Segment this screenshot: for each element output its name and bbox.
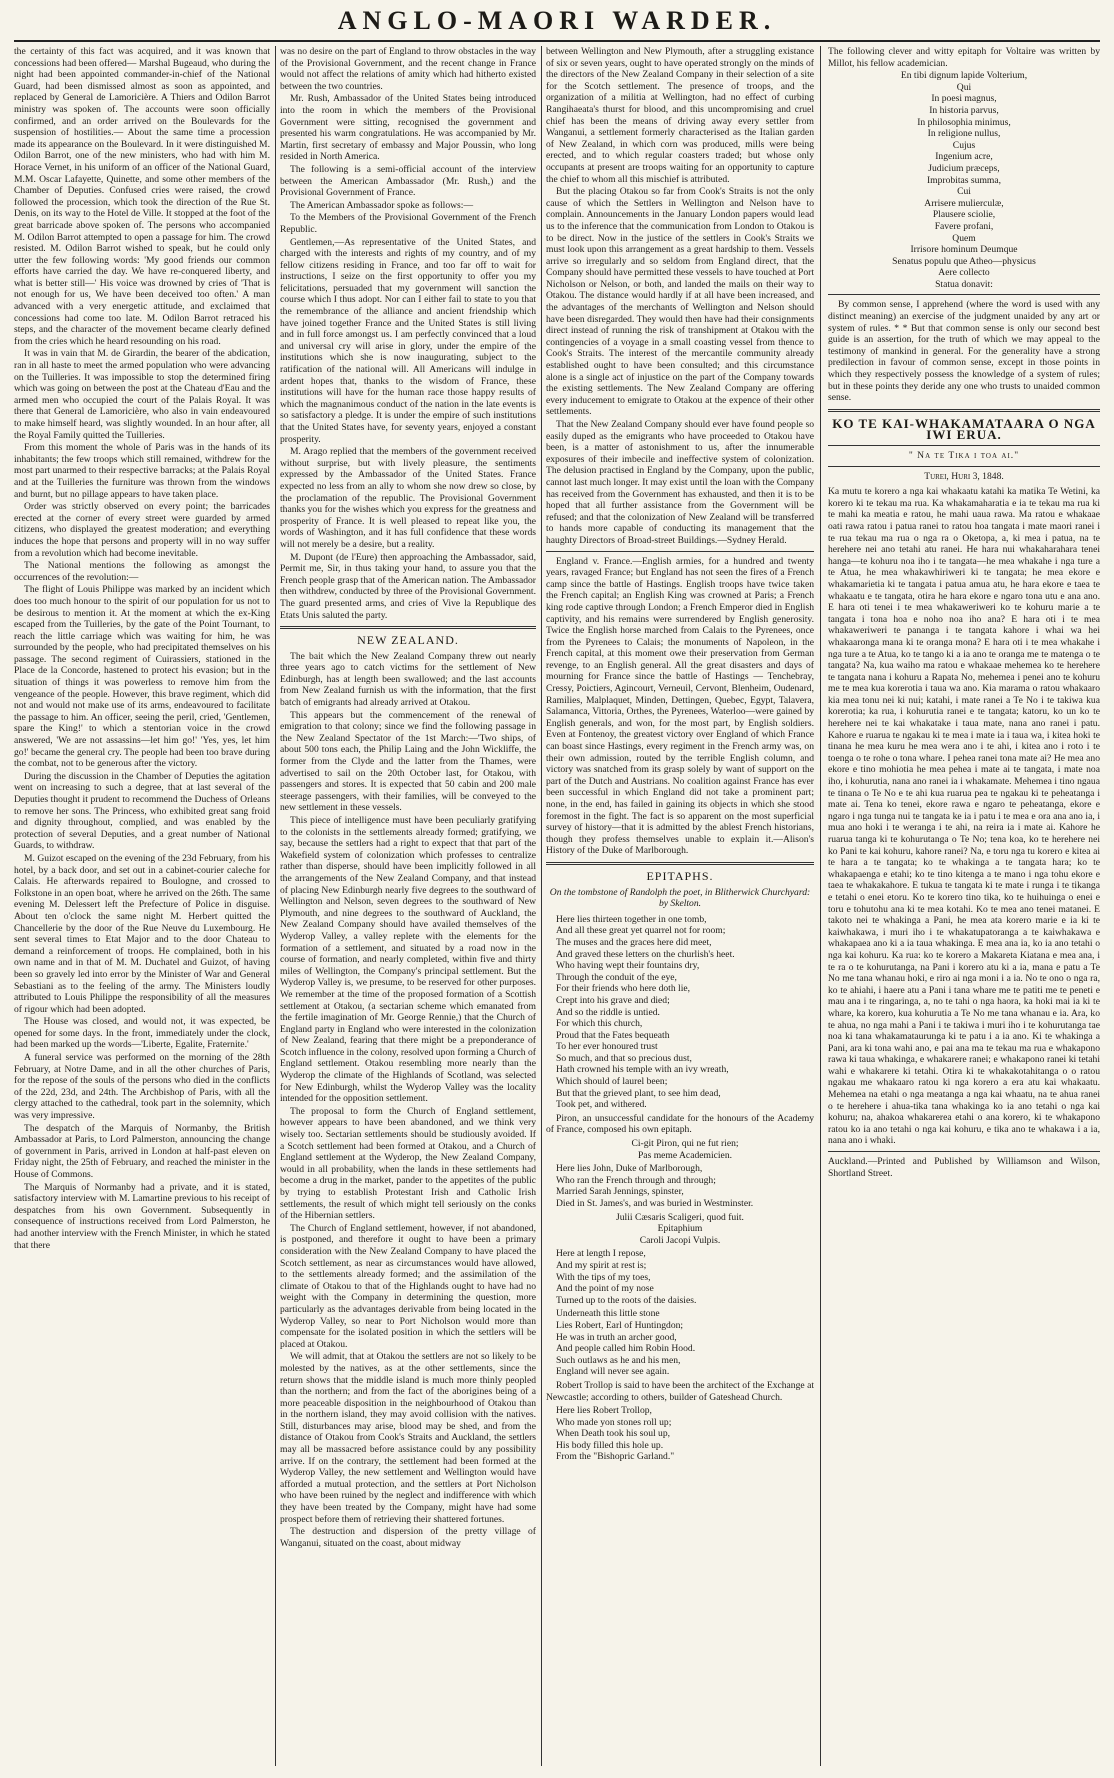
article-paragraph: Gentlemen,—As representative of the United States, and charged with the interests and rights of my country, and of my fellow citizens residing in France, and too far off to wait for instructions, I seize on the first opportunity to offer you my felicitations, persuaded that my government will sanction the course which I thus adopt. Nor can I either fail to state to you that the remembrance of the alliance and ancient friendship which have joined together France and the United States is still living and in full force amongst us. I am perfectly convinced that a loud and universal cry will arise in glory, under the empire of the institutions which she is now inaugurating, subject to the ratification of the national will. All Americans will indulge in ardent hopes that, thanks to the wisdom of France, these institutions will have for the human race those happy results of which the magnanimous conduct of the nation in the late events is so satisfactory a pledge. It is under the empire of such institutions that the United States have, for seventy years, enjoyed a constant prosperity. [280,236,536,445]
article-paragraph: The American Ambassador spoke as follows:— [290,199,474,211]
article-paragraph: The Church of England settlement, however, if not abandoned, is postponed, and therefore it ought to have been a primary consideration with the New Zealand Company to have placed the Scotch settlement, as near as circumstances would have allowed, to the settlements already formed; and the assimilation of the climate of Otakou to that of the Highlands ought to have had no weight with the Company in determining the question, more particularly as the advantages derivable from being located in the Wyderop Valley, so near to Port Nicholson would more than compensate for the isolated position in which the settlers will be placed at Otakou. [280,1222,536,1350]
poem-line: With the tips of my toes, [556,1271,651,1283]
section-rule [828,409,1100,412]
section-rule [828,445,1100,446]
article-paragraph: Ka mutu te korero a nga kai whakaatu katahi ka matika Te Wetini, ka korero ki te tekau ma rua. Ka whakamaharatia e ia te tekau ma rua ki te mahi ka meatia e ratou, he mahi uaua rawa. Ma ratou e whakaae oati rawa ratou i patua ranei to ratou hoa tangata i mate maori ranei i te rua tekau ma rua o nga ra o Oketopa, a, ki mea i patua, na te herehere nei ano tetahi atu ranei. He hara nui whakaharahara tenei hanga—te kohuru noa iho i te tangata—he mea whakahe i nga ture a te Atua, he mea whakawhiriweri ki te tangata; he mea ekore e whakamarietia ki te tangata i patua amua atu, he hara ekore e taea te whakaatu e te tangata, otira he hara ekore e ngaro tona utu e ana ano. E hara oti tenei i te mea whakaweriweri ko te kohuru marie a te tangata i tona hoa e noho noa iho ana? E hara oti i te mea whakaweriweri te pananga i te tangata kahore i whai wa hei whakaaronga mana ki te oranga mona? E hara oti i te mea whakahe i nga ture a te Atua, ko te tango ki a ia ano te oranga me te matenga o te tangata? Na, kua waiho ma ratou e whakaae mehemea ko te herehere te tangata nana i kohuru a Rapata No, mehemea i penei ano te kohuru me te mea kua korerotia i taua wa ano. Kia marama o ratou whakaaro kia mea tonu nei ki nui; katahi, i mate ranei a Te No i te takiwa kua korerotia; ka rua, i kohurutia ranei e te tangata; katoru, ko un ko te herehere nei te kai whakatake i taua mate, nana ano ranei i patu. Kahore e ruarua te ngakau ki te mea i mate ia i taua wa, i kitea hoki te tinana he mea kuru he mea wera ano i te ahi, i kitea ano i roto i te toenga o te rohe o tona whare. I pehea ranei tona mate ai? He mea ano ekore e tino mohiotia he mea pehea i mate ai te tangata, i mate noa iho, i kohurutia, nana ano ranei ia i whakamate. Mehemea i tino ngaua te tinana o Te No e te ahi kua ruarua pea te ngakau ki te peheatanga i mate ai. Tena ko tenei, ekore rawa e ngaro te peheatanga, ekore e ngaro i nga tunga nui te tangata ke ia i patu i te mea e ora ana ano ia, i mua ano hoki i te weranga i te ahi, na reira ia i mate ai. Kahore he ruarua tanga ki te kohurutanga o Te No; tena koa, ko te herehere nei ko Pani te kai kohuru, kahore ranei? Na, e toru nga tu korero e kitea ai te hara a te tangata; ko te whakinga a te tangata hara; ko te whakapaenga e etahi; ko te tino kitenga a te mano i nga tohu ekore e taea te whakakahore. E tukua te tangata ki te mate i runga i te tikanga e tetahi o enei etoru. Ko te korero tino tika, ko te huihuinga o enei e toru e tohutohu ana ki te mea kotahi. Ko te mea ano tenei matanei. E takoto nei te whakinga a Pani, he mea ata korero marie e ia ki te kaiwhakawa, i muri iho i te whakatupatoranga a te kaiwhakawa e whakapaea ano ki a ia taua whakinga. E mea ana ia, ko ia ano tetahi o nga kai kohuru. Ka rua: ko te korero a Makareta Kiatana e mea ana, i te ra o te kohurutanga, na Pani i korero atu ki a ia, mana e patu a Te No me tana whanau hoki, e riro ai nga moni i a ia. No te ono o nga ra, ko te ahiahi, i haere atu a Pani i tana whare me te patiti me te peneti e mau ana i te ringaringa, a, no te tahi o nga haora, ka hoki mai ia ki te whare, ka korero, kua kohurutia a Te No me tana whanau e ia. Ara, ko te ahua, no nga mahi a Pani i te takiwa i muri iho i te kohurutanga tae noa ki tana whakamataurunga ki te patu i a ia ano. Ki te whakinga a Pani, ara ki tona wahi ano, e pai ana ma te tekau ma rua e whakapono rawa ki taua whakinga, e whakarere ranei; e whakapono ranei ki tetahi wahi e whakarere ki tetahi. Otira ki te whakakotahitanga o o ratou ngakau me whakaaro ratou ki nga korero a era atu kai whakaatu. Mehemea na etahi o nga meatanga a nga kai whaatu, na te ahua ranei o te herehere i ahua-tika tana whakinga ko ia ano tetahi o nga kai kohuru; na, ahakoa whakarerea etahi o ana korero, ki te whakapono ratou ko ia ano tetahi o nga kai kohuru, e tika ano te whakawa i a ia, nana ano i whaki. [828,486,1100,1147]
poem-line: Who having wept their fountains dry, [556,960,700,972]
article-paragraph: The bait which the New Zealand Company threw out nearly three years ago to catch victims for the settlement of New Edinburgh, has at length been swallowed; and the last accounts from New Zealand furnish us with the information, that the first batch of emigrants had already arrived at Otakou. [280,650,536,709]
epitaph-poem [546,1308,814,1378]
poem-line: In religione nullus, [927,128,1001,140]
poem-line: Underneath this little stone [556,1308,660,1320]
article-paragraph: The National mentions the following as amongst the occurrences of the revolution:— [14,560,270,583]
epitaph-title: Epitaphium [657,1223,703,1235]
poem-line: And my spirit at rest is; [556,1259,647,1271]
poem-line: Improbitas summa, [926,174,1002,186]
poem-line: Through the conduit of the eye, [556,971,677,983]
article-paragraph: The following clever and witty epitaph for Voltaire was written by Millot, his fellow academician. [828,46,1100,69]
epitaph-poem [546,1163,814,1209]
column-2 [280,46,536,1766]
poem-line: Took pet, and withered. [556,1099,647,1111]
article-paragraph: During the discussion in the Chamber of Deputies the agitation went on increasing to such a degree, that at last several of the Deputies thought it prudent to recommend the Duchess of Orleans to remove her sons. The Princess, who exhibited great sang froid and dignity throughout, complied, and was enabled by the protection of several Deputies, and a great number of National Guards, to withdraw. [14,770,270,852]
column-divider [820,46,821,1766]
epitaph-line: Julii Cæsaris Scaligeri, quod fuit. [616,1211,744,1223]
article-paragraph: That the New Zealand Company should ever have found people so easily duped as the emigrants who have proceeded to Otakou have been, is a matter of astonishment to us, after the innumerable exposures of their imbecile and ineffective system of colonization. The delusion practised in England by the Company, upon the public, cannot last much longer. It may exist until the loan with the Company has received from the Government has exhausted, and then it is to be hoped that all further assistance from the Government will be refused; and that the colonization of New Zealand will be transferred to hands more capable of conducting its management that the haughty Directors of Broad-street Buildings.—Sydney Herald. [546,419,814,546]
article-paragraph: M. Guizot escaped on the evening of the 23d February, from his hotel, by a back door, and set out in a cabinet-courier caleche for Calais. He afterwards repaired to Boulogne, and crossed to Folkstone in an open boat, where he arrived on the 26th. The same evening M. Delessert left the Prefecture of Police in disguise. About ten o'clock the same night M. Herbert quitted the Chancellerie by the door of the Rue Neuve du Luxembourg. He sent several times to Etat Major and to the door Chateau to demand a reinforcement of troops. He complained, both in his own name and in that of M. M. Duchatel and Guizot, of having been so gravely led into error by the Minister of War and General Sebastiani as to the feeling of the army. The Ministers loudly attributed to Louis Philippe the responsibility of all the measures of rigour which had been adopted. [14,852,270,1015]
section-rule [546,551,814,552]
epitaph-poem [546,1138,814,1161]
epitaph-poem [546,1405,814,1463]
article-paragraph: The flight of Louis Philippe was marked by an incident which does too much honour to the spirit of our population for us not to be desirous to mention it. At the moment at which the ex-King escaped from the Tuilleries, by the gate of the Point Tournant, to reach the little carriage which was waiting for him, he was surrounded by the people, who had precipitated themselves on his passage. The second regiment of Cuirassiers, stationed in the Place de la Concorde, hastened to protect his evasion; but in the situation of things it was powerless to remove him from the vengeance of the people. However, this brave regiment, which did not and would not make use of its arms, endeavoured to facilitate the passage to him. An officer, seeing the peril, cried, 'Gentlemen, spare the King!' to which a stentorian voice in the crowd answered, 'We are not assassins—let him go!' 'Yes, yes, let him go!' became the general cry. The people had been too brave during the combat, not to be generous after the victory. [14,584,270,770]
poem-line: When Death took his soul up, [556,1428,671,1440]
poem-line: And graved these letters on the churlish's heet. [556,948,735,960]
article-paragraph: This piece of intelligence must have been peculiarly gratifying to the colonists in the settlements already formed; gratifying, we say, because the settlers had a right to expect that that part of the Wakefield system of colonization which professes to centralize rather than disperse, should have been implicitly followed in all the arrangements of the New Zealand Company, and that instead of placing New Edinburgh nearly five degrees to the southward of Wellington and Nelson, seven degrees to the southward of New Plymouth, and nine degrees to the southward of Auckland, the New Zealand Company should have availed themselves of the Wyderop Valley, a valley replete with the elements for the formation of a settlement, and situated by a road now in the course of formation, and nearly completed, within five and thirty miles of Wellington, the Company's principal settlement. But the Wyderop Valley is, we presume, to be reserved for other purposes. We remember at the time of the proposed formation of a Scottish settlement at Otakou, (a sectarian scheme which emanated from the fertile imagination of Mr. George Rennie,) that the Church of England party in England who were interested in the colonization of New Zealand, fearing that there might be a preponderance of Scotch influence in the colony, resolved upon forming a Church of England settlement. Otakou resembling more nearly than the Wyderop the climate of the Highlands of Scotland, was selected for New Edinburgh, whilst the Wyderop Valley was the locality intended for the opposition settlement. [280,815,536,1105]
poem-line: Here at length I repose, [556,1248,646,1260]
issue-date: Turei, Huri 3, 1848. [924,470,1004,482]
column-divider [275,46,276,1766]
article-paragraph: A funeral service was performed on the morning of the 28th February, at Notre Dame, and in all the other churches of Paris, for the repose of the souls of the persons who died in the conflicts of the 22d, 23d, and 24th. The Archbishop of Paris, with all the clergy attached to the cathedral, took part in the solemnity, which was very impressive. [14,1052,270,1122]
poem-line: Who made yon stones roll up; [556,1416,672,1428]
article-paragraph: The proposal to form the Church of England settlement, however appears to have been abandoned, and we think very wisely too. Sectarian settlements should be studiously avoided. If a Scotch settlement had been formed at Otakou, and a Church of England settlement at the Wyderop, the New Zealand Company, would in all probability, when the lands in these settlements had become a drug in the market, pander to the appetites of the public by trying to establish Protestant Irish and Catholic Irish settlements, the result of which might tell seriously on the conks of the Hibernian settlers. [280,1105,536,1222]
article-paragraph: M. Arago replied that the members of the government received without surprise, but with lively pleasure, the sentiments expressed by the Ambassador of the United States. France expected no less from an ally to whom she now drew so close, by the proclamation of the republic. The Provisional Government thanks you for the wishes which you express for the greatness and prosperity of France. It is well pleased to repeat like you, the words of Washington, and it has full confidence that these words will not merely be a desire, but a reality. [280,446,536,550]
maori-motto: " Na te Tika i toa ai." [908,450,1020,461]
poem-line: For their friends who here doth lie, [556,983,691,995]
poem-line: Crept into his grave and died; [556,994,670,1006]
poem-line: In philosophia minimus, [917,116,1011,128]
poem-line: In historia parvus, [929,104,999,116]
poem-line: Senatus populu que Atheo—physicus [892,255,1036,267]
article-paragraph: Mr. Rush, Ambassador of the United States being introduced into the room in which the members of the Provisional Government were sitting, recognised the government and presented his warm congratulations. He was accompanied by Mr. Martin, first secretary of embassy and Major Poussin, who long resided in North America. [280,93,536,163]
poem-line: Aere collecto [938,267,990,279]
maori-section-heading: KO TE KAI-WHAKAMATAARA O NGA IWI ERUA. [832,415,1096,443]
article-paragraph: the certainty of this fact was acquired, and it was known that concessions had been offered— Marshal Bugeaud, who during the night had been appointed commander-in-chief of the National Guard, had been dismissed almost as soon as appointed, and replaced by General de Lamoricière. A Thiers and Odilon Barrot ministry was spoken of. The accounts were soon officially confirmed, and an order arrived on the Boulevards for the suspension of hostilities.— About the same time a procession made its appearance on the Boulevard. In it were distinguished M. Odilon Barrot, one of the new ministers, who had with him M. Horace Vernet, in his uniform of an officer of the National Guard, M.M. Oscar Lafayette, Quinette, and some other members of the Chamber of Deputies. Confused cries were raised, the crowd followed the procession, which took the direction of the Rue St. Denis, on its way to the Hotel de Ville. It stopped at the foot of the great barricade above spoken of. The persons who accompanied M. Odilon Barrot attempted to open a passage for him. The crowd resisted. M. Odilon Barrot wished to speak, but he could only utter the few following words: 'My good friends our common efforts have carried the day. We have re-conquered liberty, and what is better still—' His voice was drowned by cries of 'That is not enough for us, We have been deceived too often.' A man advanced with a very energetic attitude, and exclaimed that concessions had come too late. M. Odilon Barrot retraced his steps, and the character of the movement became clearly defined from the cries which he heard resounding on his road. [14,46,270,347]
poem-line: Pas meme Academicien. [637,1149,733,1161]
epitaph-title: On the tombstone of Randolph the poet, in Blitherwick Churchyard: by Skelton. [549,886,811,910]
imprint: Auckland.—Printed and Published by Williamson and Wilson, Shortland Street. [828,1156,1100,1179]
poem-line: And the point of my nose [556,1283,654,1295]
article-paragraph: The following is a semi-official account of the interview between the American Ambassador (Mr. Rush,) and the Provisional Government of France. [280,163,536,199]
epitaph-subtitle: Caroli Jacopi Vulpis. [639,1234,721,1246]
poem-line: Favere profani, [934,220,994,232]
poem-line: Such outlaws as he and his men, [556,1354,681,1366]
column-4 [828,46,1100,1766]
poem-line: Who ran the French through and through; [556,1174,716,1186]
article-paragraph: M. Dupont (de l'Eure) then approaching the Ambassador, said, Permit me, Sir, in thus taking your hand, to assure you that the French people grasp that of the American nation. The Ambassador then withdrew, conducted by three of the Provisional Government. The guard presented arms, and cries of Vive la Republique des Etats Unis saluted the party. [280,551,536,621]
article-paragraph: The despatch of the Marquis of Normanby, the British Ambassador at Paris, to Lord Palmerston, announcing the change of government in Paris, arrived in London at half-past eleven on Friday night, the 25th of February, and reached the minister in the House of Commons. [14,1122,270,1180]
poem-line: Cujus [952,139,976,151]
poem-line: Ingenium acre, [935,151,993,163]
article-paragraph: By common sense, I apprehend (where the word is used with any distinct meaning) an exercise of the judgment unaided by any art or system of rules. * * But that common sense is only our second best guide is an assertion, for the truth of which we may appeal to the testimony of mankind in general. For the generality have a strong predilection in favour of common sense, except in those points in which they respectively possess the knowledge of a system of rules; but in these points they deride any one who trusts to unaided common sense. [828,299,1100,404]
poem-line: From the "Bishopric Garland." [556,1451,675,1463]
poem-line: Qui [956,81,972,93]
section-rule [828,294,1100,295]
poem-line: Which should of laurel been; [556,1076,668,1088]
poem-line: Turned up to the roots of the daisies. [556,1294,697,1306]
poem-line: And people called him Robin Hood. [556,1343,696,1355]
article-paragraph: Piron, an unsuccessful candidate for the honours of the Academy of France, composed his own epitaph. [546,1112,814,1136]
poem-line: For which this church, [556,1018,643,1030]
poem-line: Statua donavit: [935,278,993,290]
section-heading-new-zealand: NEW ZEALAND. [357,633,459,648]
poem-line: Quem [952,232,976,244]
poem-line: And so the riddle is untied. [556,1006,660,1018]
article-paragraph: England v. France.—English armies, for a hundred and twenty years, ravaged France; but England has not seen the fires of a French camp since the battle of Hastings. English troops have twice taken the French capital; an English King was crowned at Paris; a French king rode captive through London; a French Emperor died in English captivity, and his remains were surrendered by English generosity. Twice the English horse marched from Calais to the Pyrenees, once from the Pyrenees to Calais; the monuments of Napoleon, in the French capital, at this moment owe their preservation from German revenge, to an English general. All the great disasters and days of mourning for France since the battle of Hastings — Tenchebray, Cressy, Poictiers, Agincourt, Verneuil, Cervont, Blenheim, Oudenard, Ramilies, Malplaquet, Minden, Dettingen, Quebec, Egypt, Talavera, Salamanca, Vittoria, Orthes, the Pyrenees, Waterloo—were gained by English generals, and won, for the most part, by English soldiers. Even at Fontenoy, the greatest victory over England of which France can boast since Hastings, every regiment in the French army was, on their own admission, routed by the terrible English column, and victory was snatched from its grasp solely by want of support on the part of the Dutch and Austrians. No coalition against France has ever been successful in which England did not take a prominent part; none, in the end, has failed in gaining its objects in which she stood foremost in the fight. The fact is so apparent on the most superficial survey of history—that it is admitted by the ablest French historians, though they profess themselves unable to explain it.—Alison's History of the Duke of Marlborough. [546,555,814,857]
article-paragraph: between Wellington and New Plymouth, after a struggling existance of six or seven years, ought to have operated strongly on the minds of the directors of the New Zealand Company in their selection of a site for the Scotch settlement. The presence of troops, and the organization of a militia at Wellington, had no effect of curbing Rangihaeata's thurst for blood, and this uncompromising and cruel chief has been the means of driving away every settler from Wanganui, a settlement formerly characterised as the Italian garden of New Zealand, in which corn was produced, mills were being erected, and to which regular coasters traded; but whose only occupants at present are troops waiting for an opportunity to capture the chief to whom all this mischief is attributed. [546,46,814,185]
epitaph-poem [546,914,814,1111]
latin-epitaph [828,70,1100,290]
poem-line: Married Sarah Jennings, spinster, [556,1186,684,1198]
article-paragraph: From this moment the whole of Paris was in the hands of its inhabitants; the few troops which still remained, withdrew for the most part unarmed to their respective barracks; at the Palais Royal and at the Tuilleries the furniture was thrown from the windows and burnt, but no pillage appears to have taken place. [14,442,270,500]
poem-line: En tibi dignum lapide Volterium, [900,70,1028,82]
poem-line: Plausere sciolie, [932,209,996,221]
poem-line: England will never see again. [556,1366,670,1378]
article-paragraph: We will admit, that at Otakou the settlers are not so likely to be molested by the natives, as at the other settlements, since the return shows that the middle island is much more thinly peopled than the northern; and from the fact of the aborigines being of a more peaceable disposition in the neighbourhood of Otakou than in the northern island, they may avoid collision with the natives. Still, disturbances may arise, blood may be shed, and from the distance of Otakou from Cook's Straits and Auckland, the settlers may all be massacred before assistance could by any possibility arrive. If on the contrary, the settlement had been formed at the Wyderop Valley, the new settlement and Wellington would have afforded a mutual protection, and the settlers at Port Nicholson who have been ruined by the neglect and indifference with which they have been treated by the Company, might have had some prospect before them of retrieving their shattered fortunes. [280,1351,536,1525]
poem-line: Here lies John, Duke of Marlborough, [556,1163,703,1175]
article-paragraph: The House was closed, and would not, it was expected, be opened for some days. In the front, immediately under the clock, had been marked up the words—'Liberte, Egalite, Fraternite.' [14,1016,270,1051]
column-1 [14,46,270,1766]
poem-line: His body filled this hole up. [556,1439,664,1451]
poem-line: Here lies thirteen together in one tomb, [556,913,707,925]
poem-line: But that the grieved plant, to see him dead, [556,1087,721,1099]
article-paragraph: was no desire on the part of England to throw obstacles in the way of the Provisional Government, and the recent change in France would not affect the relations of amity which had hitherto existed between the two countries. [280,46,536,92]
poem-line: He was in truth an archer good, [556,1331,677,1343]
article-paragraph: Order was strictly observed on every point; the barricades erected at the corner of every street were guarded by armed citizens, who displayed the greatest moderation; and everything induces the hope that persons and property will in no way suffer from a revolution which had become inevitable. [14,501,270,559]
poem-line: In poesi magnus, [931,93,997,105]
article-paragraph: The destruction and dispersion of the pretty village of Wanganui, situated on the coast, about midway [280,1526,536,1549]
poem-line: Died in St. James's, and was buried in Westminster. [556,1198,754,1209]
article-paragraph: But the placing Otakou so far from Cook's Straits is not the only cause of which the Settlers in Wellington and Nelson have to complain. Announcements in the January London papers would lead us to the inference that the communication from London to Otakou is to be direct. Now in the justice of the settlers in Cook's Straits we must look upon this arrangement as a great hardship to them. Vessels arrive so irregularly and so seldom from England direct, that the Company should have permitted these vessels to have touched at Port Nicholson or Nelson, or both, and landed the mails on their way to Otakou. The distance would hardly if at all have been increased, and the advantages of the merchants of Wellington and Nelson should have been disregarded. They would then have had their consignments direct instead of running the risk of transhipment at Otakou with the contingencies of a voyage in a small coasting vessel from thence to Cook's Straits. The interest of the mercantile community already established ought to have been consulted; and this circumstance alone is a single act of injustice on the part of the Company towards the existing settlements. The New Zealand Company are offering every inducement to emigrate to Otakou at the expence of their other settlements. [546,186,814,418]
poem-line: To her ever honoured trust [556,1041,658,1053]
poem-line: And all these great yet quarrel not for room; [556,925,726,937]
column-3 [546,46,814,1766]
poem-line: Judicium præceps, [928,162,1000,174]
poem-line: Lies Robert, Earl of Huntingdon; [556,1319,684,1331]
poem-line: Arrisere mulierculæ, [924,197,1004,209]
poem-line: Here lies Robert Trollop, [556,1405,652,1417]
poem-line: So much, and that so precious dust, [556,1052,692,1064]
poem-line: The muses and the graces here did meet, [556,936,712,948]
section-rule [546,862,814,865]
masthead-rule [14,40,1100,42]
poem-line: Cui [957,186,971,198]
section-heading-epitaphs: EPITAPHS. [646,868,714,883]
poem-line: Ci-git Piron, qui ne fut rien; [631,1138,739,1150]
article-paragraph: It was in vain that M. de Girardin, the bearer of the abdication, ran in all haste to meet the armed population who were advancing on the Tuilleries. It was impossible to stop the determined firing which was going on between the post at the Chateau d'Eau and the armed men who occupied the court of the Palais Royal. It was there that General de Lamoricière, who also in vain endeavoured to make himself heard, was slightly wounded. In an hour after, all the Royal Family quitted the Tuilleries. [14,348,270,441]
masthead-title: ANGLO-MAORI WARDER. [337,6,777,35]
poem-line: Hath crowned his temple with an ivy wreath, [556,1064,729,1076]
section-rule [828,466,1100,467]
poem-line: Irrisore hominum Deumque [910,244,1018,256]
article-paragraph: This appears but the commencement of the renewal of emigration to that colony; since we find the following passage in the New Zealand Spectator of the 1st March:—'Two ships, of about 500 tons each, the Philip Laing and the John Wickliffe, the former from the Clyde and the latter from the Thames, were advertised to sail on the 20th October last, for Otakou, with passengers and stores. It is expected that 50 cabin and 200 male steerage passengers, with their families, will be conveyed to the new settlement in these vessels. [280,709,536,814]
section-rule [280,626,536,629]
article-paragraph: Robert Trollop is said to have been the architect of the Exchange at Newcastle; according to others, builder of Gateshead Church. [546,1379,814,1403]
article-paragraph: To the Members of the Provisional Government of the French Republic. [280,212,536,235]
section-rule [828,1151,1100,1152]
poem-line: Proud that the Fates bequeath [556,1029,670,1041]
article-paragraph: The Marquis of Normanby had a private, and it is stated, satisfactory interview with M. Lamartine previous to his receipt of despatches from his own Government. Subsequently in consequence of instructions received from Lord Palmerston, he had another interview with the French Minister, in which he stated that there [14,1181,270,1251]
column-divider [541,46,542,1766]
epitaph-poem [546,1248,814,1306]
